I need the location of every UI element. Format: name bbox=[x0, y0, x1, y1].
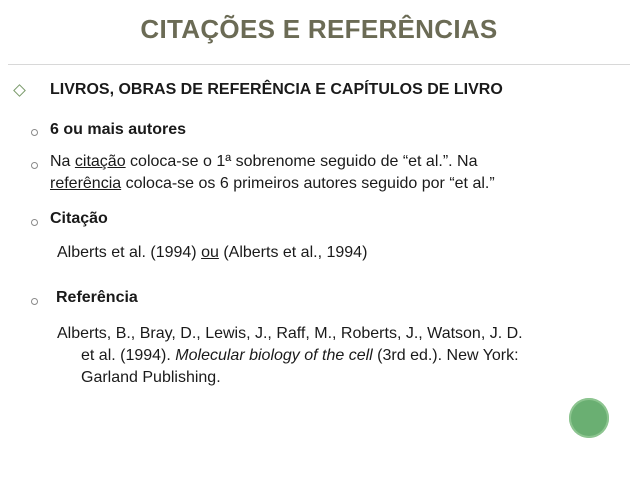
decorative-circle bbox=[569, 398, 609, 438]
rule-line-2 bbox=[50, 173, 495, 195]
rule-text: coloca-se o 1ª sobrenome seguido de “et al.”. Na bbox=[125, 153, 478, 170]
ref-book-title: Molecular biology of the cell bbox=[175, 347, 373, 364]
ref-line-2 bbox=[81, 345, 519, 367]
section-heading: LIVROS, OBRAS DE REFERÊNCIA E CAPÍTULOS DE LIVRO bbox=[50, 81, 503, 98]
ref-line-3: Garland Publishing. bbox=[81, 369, 221, 386]
circle-bullet-icon bbox=[31, 298, 38, 305]
citacao-heading: Citação bbox=[50, 210, 108, 227]
citacao-text: Alberts et al. (1994) bbox=[57, 244, 202, 261]
citacao-term: citação bbox=[74, 153, 126, 170]
slide-title: CITAÇÕES E REFERÊNCIAS bbox=[140, 14, 498, 44]
citacao-text: (Alberts et al., 1994) bbox=[218, 244, 368, 261]
citacao-example bbox=[57, 242, 367, 264]
rule-text: coloca-se os 6 primeiros autores seguido por “et al.” bbox=[121, 175, 495, 192]
referencia-term: referência bbox=[50, 175, 122, 192]
referencia-heading: Referência bbox=[56, 289, 138, 306]
ref-line-1: Alberts, B., Bray, D., Lewis, J., Raff, M., Roberts, J., Watson, J. D. bbox=[57, 325, 523, 342]
circle-bullet-icon bbox=[31, 129, 38, 136]
circle-bullet-icon bbox=[31, 219, 38, 226]
citacao-or: ou bbox=[201, 244, 219, 261]
authors-heading: 6 ou mais autores bbox=[50, 121, 187, 138]
circle-bullet-icon bbox=[31, 162, 38, 169]
rule-line-1 bbox=[50, 151, 478, 173]
diamond-bullet-icon bbox=[13, 84, 26, 97]
ref-text: et al. (1994). bbox=[81, 347, 176, 364]
title-divider bbox=[8, 64, 630, 65]
rule-text: Na bbox=[50, 153, 75, 170]
ref-text: (3rd ed.). New York: bbox=[372, 347, 519, 364]
